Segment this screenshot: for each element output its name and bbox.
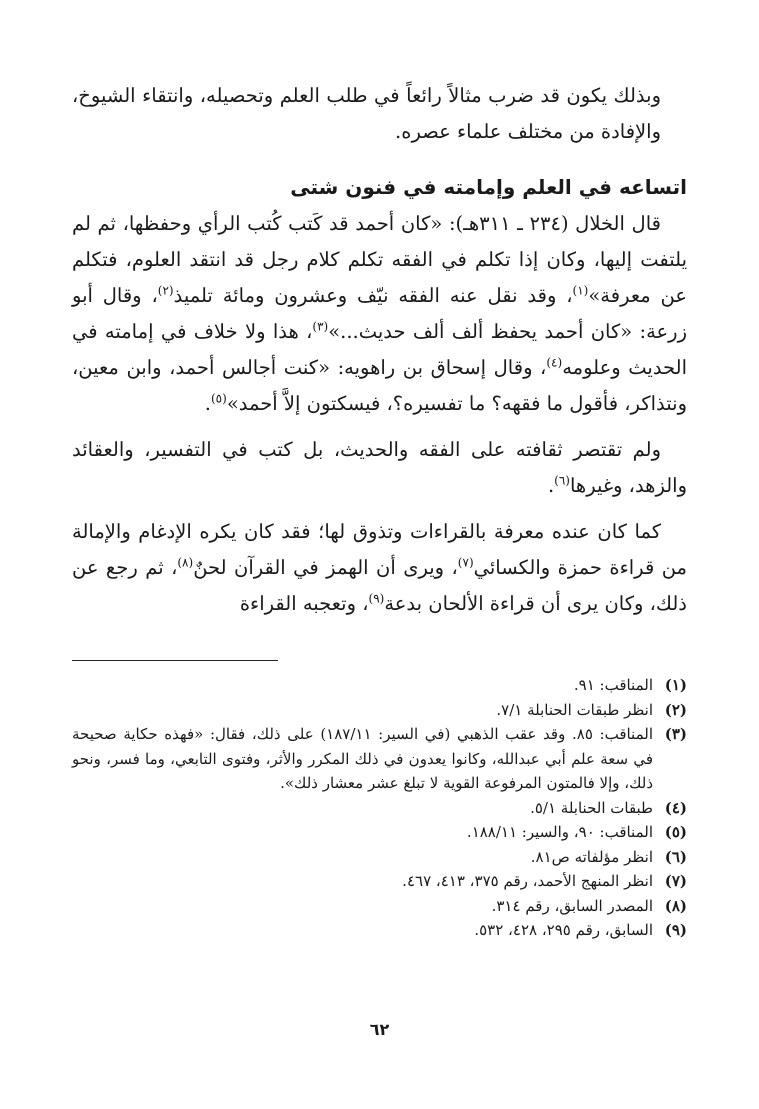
section-heading: اتساعه في العلم وإمامته في فنون شتى — [290, 175, 687, 199]
footnotes-list — [72, 673, 687, 943]
footnote-text: انظر طبقات الحنابلة ٧/١. — [496, 700, 653, 719]
footnote-text: انظر المنهج الأحمد، رقم ٣٧٥، ٤١٣، ٤٦٧. — [402, 872, 653, 890]
footnote-text: طبقات الحنابلة ٥/١. — [530, 798, 653, 817]
paragraph-text: . — [547, 474, 555, 497]
footnote-ref-4[interactable]: (٤) — [546, 355, 563, 370]
footnote-4 — [72, 796, 687, 821]
page-body — [72, 78, 687, 943]
footnote-ref-3[interactable]: (٣) — [312, 319, 329, 334]
paragraph-text: ولم تقتصر ثقافته على الفقه والحديث، بل كتب في التفسير، والعقائد والزهد، وغيرها — [72, 438, 687, 497]
paragraph-text: ، وتعجبه القراءة — [239, 592, 369, 615]
footnote-number: (١) — [664, 676, 687, 694]
footnote-ref-8[interactable]: (٨) — [177, 555, 194, 570]
footnote-ref-2[interactable]: (٢) — [157, 283, 174, 298]
paragraph-text: ، ويرى أن الهمز في القرآن لحنٌ — [193, 556, 458, 579]
paragraph-intro-text: وبذلك يكون قد ضرب مثالاً رائعاً في طلب العلم وتحصيله، وانتقاء الشيوخ، والإفادة من مختلف علماء عصره. — [72, 84, 661, 143]
footnote-text: المناقب: ٩٠، والسير: ١٨٨/١١. — [466, 823, 653, 841]
footnote-divider — [72, 660, 278, 661]
paragraph-text: ، وقد نقل عنه الفقه نيّف وعشرون ومائة تلميذ — [173, 284, 573, 307]
footnote-number: (٩) — [664, 921, 687, 939]
footnote-number: (٣) — [664, 725, 687, 743]
footnote-5 — [72, 820, 687, 845]
footnote-number: (٢) — [664, 700, 687, 719]
paragraph-text: . — [204, 392, 211, 415]
footnote-number: (٥) — [664, 823, 687, 841]
paragraph-text: كما كان عنده معرفة بالقراءات وتذوق لها؛ فقد كان يكره الإدغام والإمالة من قراءة حمزة والكسائي — [72, 520, 687, 579]
footnote-1 — [72, 673, 687, 698]
footnote-number: (٤) — [664, 798, 687, 817]
paragraph-culture — [72, 432, 687, 504]
page-number: ٦٢ — [369, 1020, 390, 1039]
footnote-text: انظر مؤلفاته ص٨١. — [530, 847, 653, 866]
footnote-ref-9[interactable]: (٩) — [368, 591, 385, 606]
footnote-text: السابق، رقم ٢٩٥، ٤٢٨، ٥٣٢. — [474, 921, 653, 939]
footnote-number: (٦) — [664, 847, 687, 866]
footnote-divider-wrap — [72, 632, 687, 673]
footnote-3 — [72, 722, 687, 796]
paragraph-intro — [72, 78, 687, 150]
footnote-9 — [72, 918, 687, 943]
footnote-8 — [72, 894, 687, 919]
footnote-number: (٧) — [664, 872, 687, 890]
paragraph-text: ، وقال إسحاق بن راهويه: «كنت أجالس أحمد، وابن معين، ونتذاكر، فأقول ما فقهه؟ ما تفسيره؟، فيسكتون إلاَّ أحمد» — [72, 356, 687, 415]
footnote-2 — [72, 698, 687, 723]
footnote-ref-1[interactable]: (١) — [572, 283, 589, 298]
footnote-ref-7[interactable]: (٧) — [457, 555, 474, 570]
footnote-6 — [72, 845, 687, 870]
footnote-number: (٨) — [664, 896, 687, 915]
footnote-text: المصدر السابق، رقم ٣١٤. — [491, 896, 653, 915]
paragraph-text: قال الخلال (٢٣٤ ـ ٣١١هـ): «كان أحمد قد كَتب كُتب الرأي وحفظها، ثم لم يلتفت إليها، وكان إذا تكلم في الفقه تكلم كلام رجل قد انتقد العلوم، فتكلم عن معرفة» — [72, 212, 687, 307]
paragraph-text: ، وقال أبو زرعة: «كان أحمد يحفظ ألف ألف حديث...» — [72, 284, 687, 343]
paragraph-text: ، هذا ولا خلاف في إمامته في الحديث وعلومه — [72, 320, 687, 379]
footnote-ref-5[interactable]: (٥) — [210, 391, 227, 406]
footnote-text: المناقب: ٩١. — [573, 676, 653, 694]
paragraph-khallal — [72, 206, 687, 422]
footnote-text: المناقب: ٨٥. وقد عقب الذهبي (في السير: ١٨٧/١١) على ذلك، فقال: «فهذه حكاية صحيحة في سعة علم أبي عبدالله، وكانوا يعدون في ذلك المكرر والأثر، وفتوى التابعي، وما فسر، ونحو ذلك، وإلا فالمتون المرفوعة القوية لا تبلغ عشر معشار ذلك». — [72, 725, 653, 792]
paragraph-qiraat — [72, 514, 687, 622]
footnote-ref-6[interactable]: (٦) — [554, 473, 570, 488]
paragraph-text: ، ثم رجع عن ذلك، وكان يرى أن قراءة الألحان بدعة — [72, 556, 687, 615]
footnote-7 — [72, 869, 687, 894]
